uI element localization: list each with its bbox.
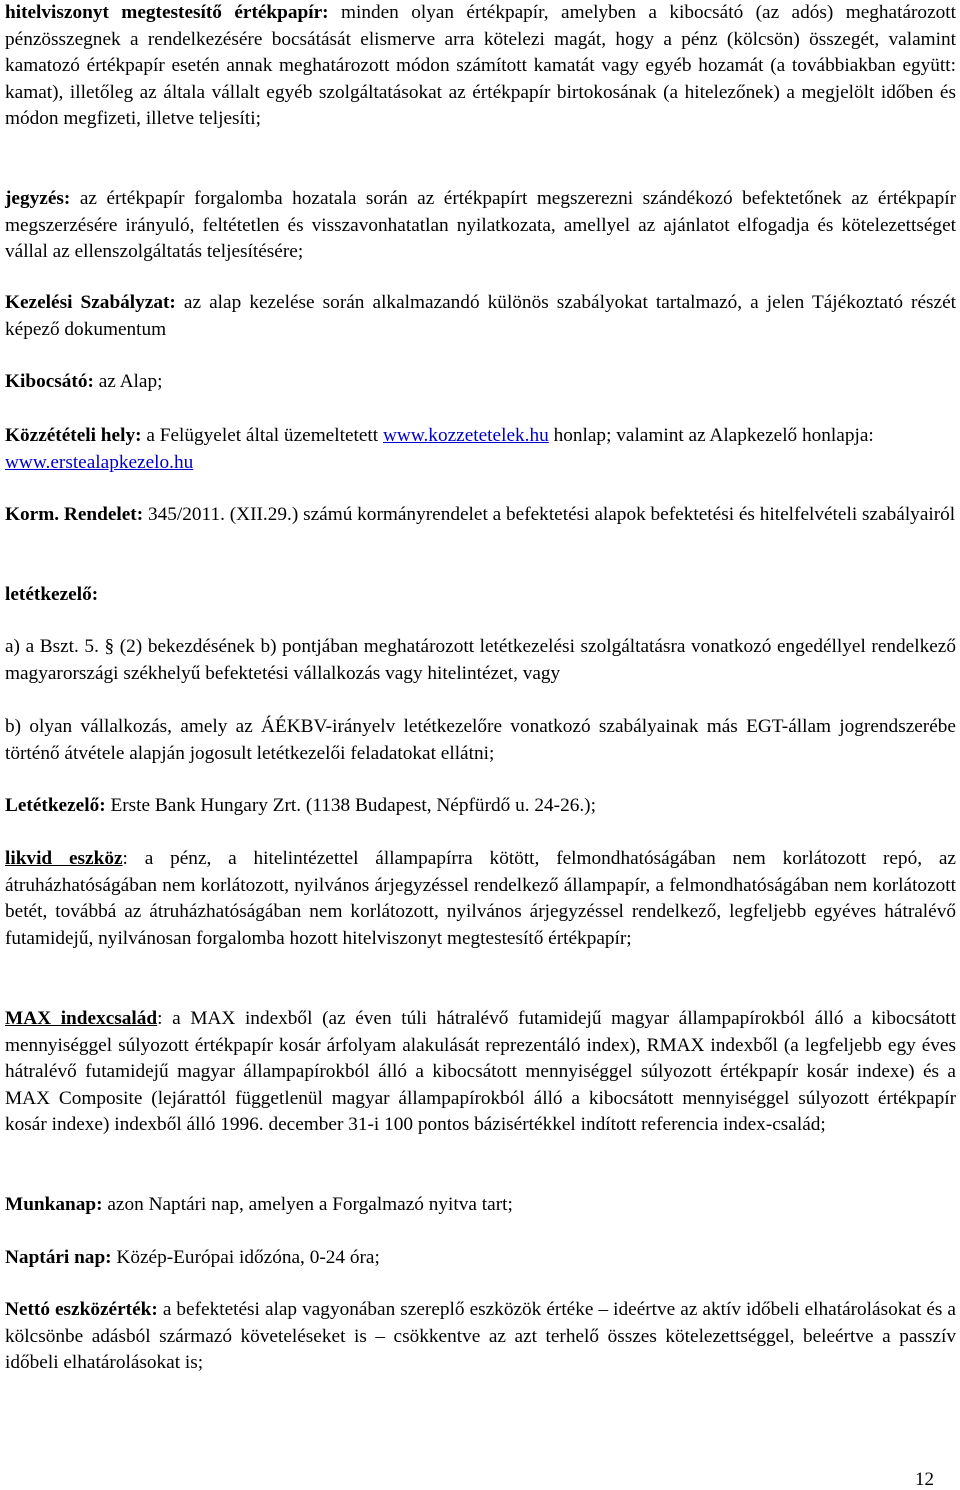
definition-munkanap [5,1192,956,1219]
definition-text: : a pénz, a hitelintézettel állampapírra kötött, felmondhatóságában nem korlátozott repó, az átruházhatóságában nem korlátozott, nyilvános árjegyzéssel rendelkező állampapír, a felmondhatóságában nem korlátozott betét, továbbá az átruházhatóságában nem korlátozott, nyilvános árjegyzéssel rendelkező, legfeljebb egyéves hátralévő futamidejű, nyilvánosan forgalomba hozott hitelviszonyt megtestesítő értékpapír; [5,848,956,949]
definition-text: az alap kezelése során alkalmazandó különös szabályokat tartalmazó, a jelen Tájékoztató részét képező dokumentum [5,292,957,340]
term: Közzétételi hely: [5,425,142,446]
term: Kezelési Szabályzat: [5,292,176,313]
list-item: b) olyan vállalkozás, amely az ÁÉKBV-irányelv letétkezelőre vonatkozó szabályainak más EGT-állam jogrendszerébe történő átvétele alapján jogosult letétkezelői feladatokat ellátni; [5,716,956,764]
definition-text: minden olyan értékpapír, amelyben a kibocsátó (az adós) meghatározott pénzösszegnek a rendelkezésére bocsátását elismerve arra kötelezi magát, hogy a pénz (kölcsön) összegét, valamint kamatozó értékpapír esetén annak meghatározott módon számított kamatát vagy egyéb hozamát (a továbbiakban együtt: kamat), illetőleg az általa vállalt egyéb szolgáltatásokat az értékpapír birtokosának (a hitelezőnek) a megjelölt időben és módon megfizeti, illetve teljesíti; [5,2,956,130]
definition-kibocsato [5,369,956,396]
definition-netto-eszkozertek [5,1297,956,1377]
definition-korm-rendelet [5,502,956,529]
definition-text: az értékpapír forgalomba hozatala során az értékpapírt megszerezni szándékozó befektetőnek az értékpapír megszerzésére irányuló, feltétetlen és visszavonhatatlan nyilatkozata, amellyel az ajánlatot elfogadja és kötelezettséget vállal az ellenszolgáltatás teljesítésére; [5,188,956,263]
definition-letetkezelo-erste [5,793,956,820]
term: Kibocsátó: [5,371,94,392]
definition-kozzeteteli-hely [5,423,956,476]
term: Korm. Rendelet: [5,504,144,525]
term: Munkanap: [5,1194,103,1215]
definition-max-indexcsalad [5,1006,956,1139]
definition-text: azon Naptári nap, amelyen a Forgalmazó nyitva tart; [102,1194,513,1215]
list-item: a) a Bszt. 5. § (2) bekezdésének b) pontjában meghatározott letétkezelési szolgáltatásra vonatkozó engedéllyel rendelkező magyarországi székhelyű befektetési vállalkozás vagy hitelintézet, vagy [5,636,956,684]
definition-letetkezelo-heading [5,582,956,609]
term: Letétkezelő: [5,795,106,816]
definition-text: a befektetési alap vagyonában szereplő eszközök értéke – ideértve az aktív időbeli elhatárolásokat és a kölcsönbe adásból származó követeléseket is – csökkentve az azt terhelő összes kötelezettséggel, beleértve a passzív időbeli elhatárolásokat is; [5,1299,956,1374]
definition-text: : a MAX indexből (az éven túli hátralévő futamidejű magyar állampapírokból álló a kibocsátott mennyiséggel súlyozott értékpapír kosár árfolyam alakulását reprezentáló index), RMAX indexből (a legfeljebb egy éves hátralévő futamidejű magyar állampapírokból álló a kibocsátott mennyiséggel súlyozott értékpapír kosár indexe) és a MAX Composite (lejárattól függetlenül magyar állampapírokból álló a kibocsátott mennyiséggel súlyozott értékpapír kosár indexe) indexből álló 1996. december 31-i 100 pontos bázisértékkel indított referencia index-család; [5,1008,956,1136]
definition-jegyzes [5,186,956,266]
definition-hitelviszony [5,0,956,133]
term: Naptári nap: [5,1247,112,1268]
term: MAX indexcsalád [5,1008,158,1029]
definition-text: Közép-Európai időzóna, 0-24 óra; [111,1247,380,1268]
term: letétkezelő: [5,584,99,605]
definition-text: az Alap; [93,371,163,392]
page-number: 12 [915,1469,934,1490]
definition-text: 345/2011. (XII.29.) számú kormányrendelet a befektetési alapok befektetési és hitelfelvételi szabályairól [143,504,956,525]
kozzetetelek-link[interactable]: www.kozzetetelek.hu [382,425,549,446]
definition-text: honlap; valamint az Alapkezelő honlapja: [548,425,874,446]
definition-likvid-eszkoz [5,846,956,952]
term: jegyzés: [5,188,71,209]
term: hitelviszonyt megtestesítő értékpapír: [5,2,329,23]
term: likvid eszköz [5,848,123,869]
letetkezelo-item-b [5,714,956,767]
term: Nettó eszközérték: [5,1299,158,1320]
erstealapkezelo-link[interactable]: www.erstealapkezelo.hu [5,451,194,473]
definition-kezelesi-szabalyzat [5,290,956,343]
definition-text: a Felügyelet által üzemeltetett [141,425,383,446]
letetkezelo-item-a [5,634,956,687]
definition-text: Erste Bank Hungary Zrt. (1138 Budapest, Népfürdő u. 24-26.); [105,795,596,816]
definition-naptari-nap [5,1245,956,1272]
